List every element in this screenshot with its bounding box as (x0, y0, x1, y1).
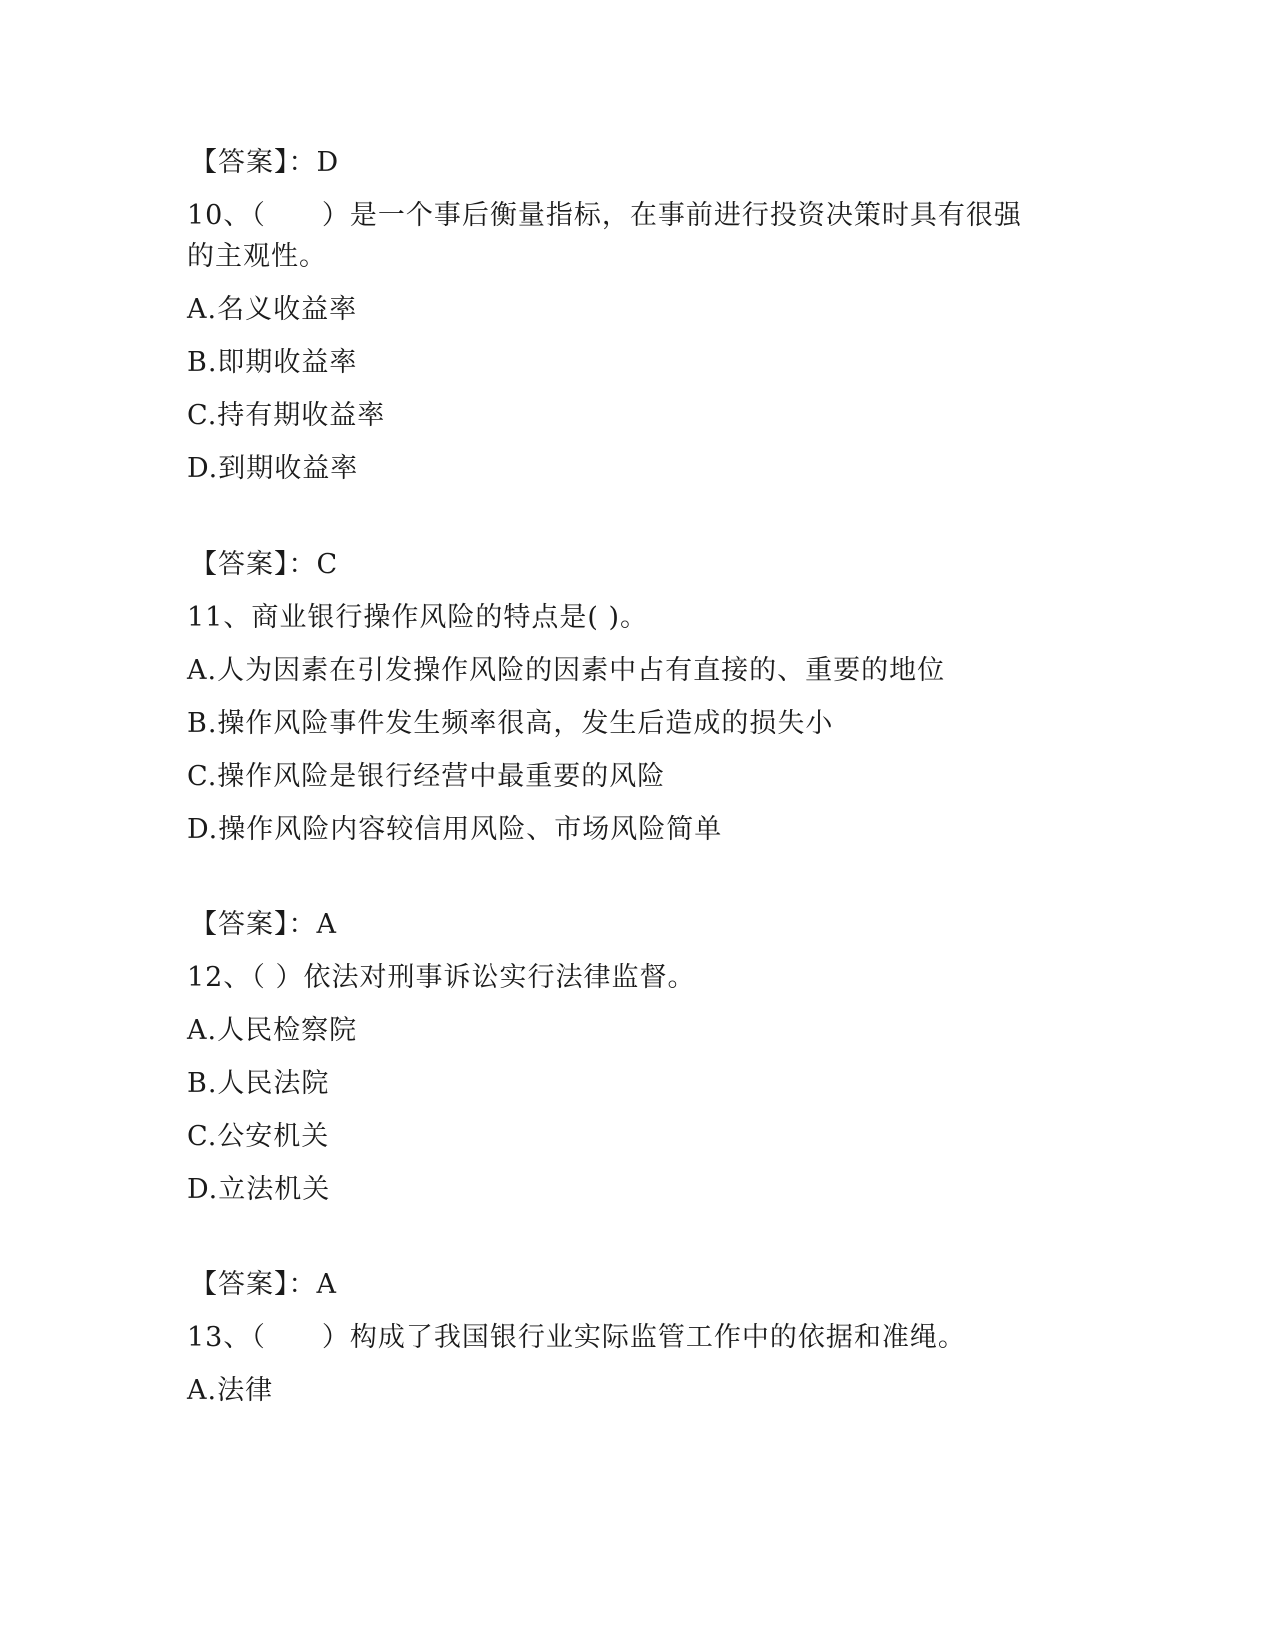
answer-label: 【答案】：A (190, 1269, 337, 1300)
option-a: A.名义收益率 (187, 294, 358, 325)
question-stem: 12、（ ）依法对刑事诉讼实行法律监督。 (187, 962, 696, 993)
answer-label: 【答案】：C (190, 549, 339, 580)
option-a: A.法律 (187, 1375, 274, 1406)
option-c: C.公安机关 (187, 1121, 330, 1152)
option-a: A.人民检察院 (187, 1015, 358, 1046)
answer-label: 【答案】：A (190, 909, 337, 940)
question-stem: 13、（ ）构成了我国银行业实际监管工作中的依据和准绳。 (187, 1322, 966, 1353)
option-d: D.操作风险内容较信用风险、市场风险简单 (187, 814, 723, 845)
option-c: C.操作风险是银行经营中最重要的风险 (187, 761, 666, 792)
question-stem: 11、商业银行操作风险的特点是( )。 (187, 602, 649, 633)
option-b: B.操作风险事件发生频率很高，发生后造成的损失小 (187, 708, 834, 739)
option-d: D.到期收益率 (187, 453, 359, 484)
option-d: D.立法机关 (187, 1174, 331, 1205)
option-b: B.人民法院 (187, 1068, 330, 1099)
question-stem-continued: 的主观性。 (187, 241, 327, 272)
option-a: A.人为因素在引发操作风险的因素中占有直接的、重要的地位 (187, 655, 946, 686)
question-stem: 10、（ ）是一个事后衡量指标，在事前进行投资决策时具有很强 (187, 200, 1022, 231)
option-c: C.持有期收益率 (187, 400, 386, 431)
option-b: B.即期收益率 (187, 347, 358, 378)
answer-label: 【答案】：D (190, 147, 340, 178)
